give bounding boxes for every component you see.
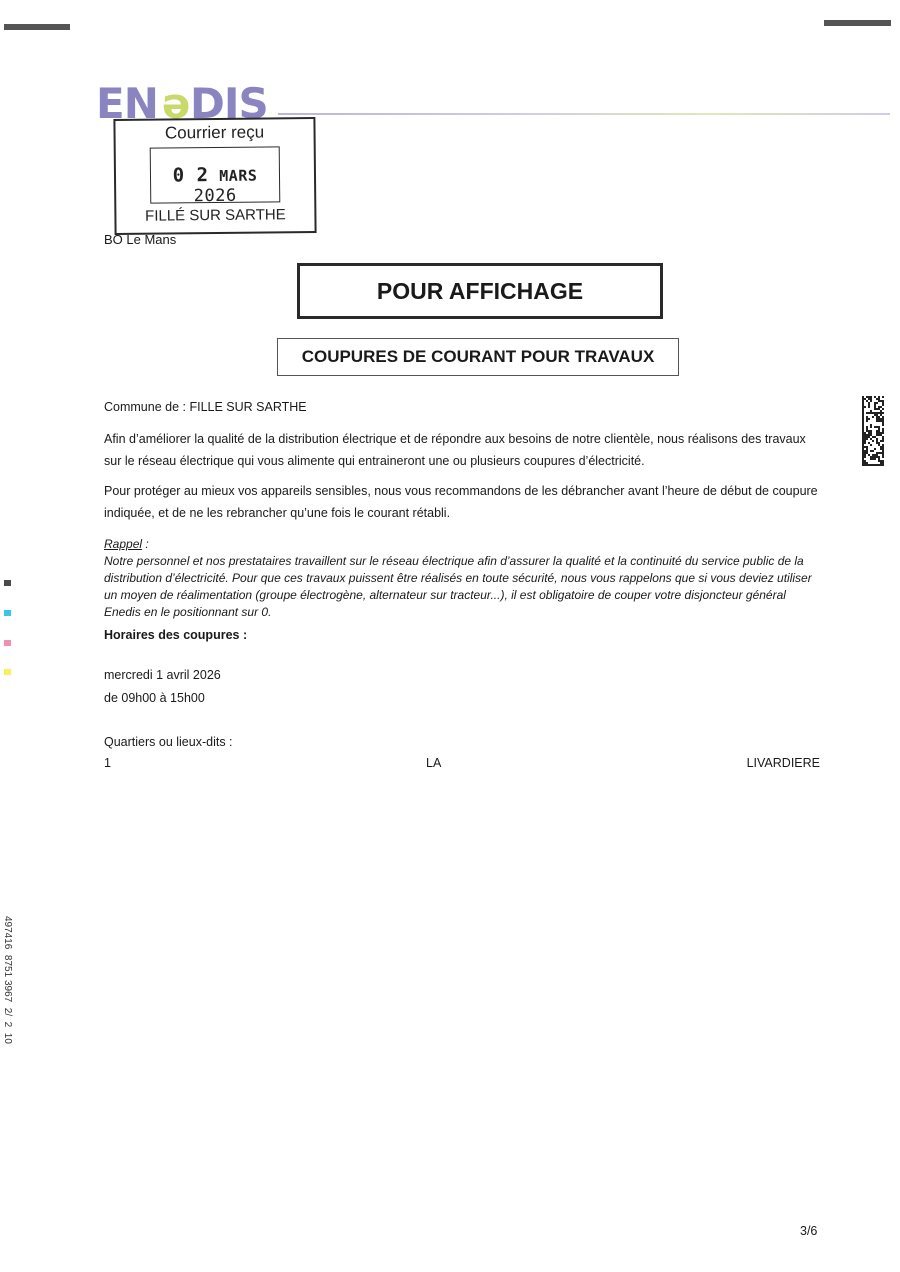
place-number: 1: [104, 756, 111, 770]
color-mark-magenta: [4, 640, 11, 646]
page-number: 3/6: [800, 1224, 818, 1238]
registration-mark-right: [824, 20, 891, 26]
place-row: [104, 756, 820, 774]
svg-text:EN: EN: [96, 80, 158, 124]
sender-office: BO Le Mans: [104, 232, 177, 247]
intro-paragraph: Afin d’améliorer la qualité de la distribution électrique et de répondre aux besoins de notre clientèle, nous réalisons des travaux sur le réseau électrique qui vous alimente qui entraineront une ou plusieurs coupures d’électricité.: [104, 432, 806, 468]
stamp-date-box: [150, 146, 281, 207]
places-title: Quartiers ou lieux-dits :: [104, 735, 233, 749]
color-mark-dark: [4, 580, 11, 586]
place-type: LA: [426, 756, 442, 770]
outage-time: de 09h00 à 15h00: [104, 691, 205, 705]
stamp-place: FILLÉ SUR SARTHE: [145, 206, 286, 225]
reminder-title-colon: :: [142, 537, 149, 551]
svg-text:ə: ə: [162, 80, 191, 124]
stamp-date-year: 2026: [193, 185, 237, 207]
place-name: LIVARDIERE: [746, 756, 820, 770]
stamp-date-month: MARS: [219, 166, 258, 185]
outage-date: mercredi 1 avril 2026: [104, 668, 221, 682]
color-mark-yellow: [4, 669, 11, 675]
reminder-block: [104, 536, 824, 621]
advice-paragraph: Pour protéger au mieux vos appareils sensibles, nous vous recommandons de les débrancher avant l’heure de début de coupure indiquée, et de ne les rebrancher qu’une fois le courant rétabli.: [104, 484, 818, 520]
reminder-text: Notre personnel et nos prestataires travaillent sur le réseau électrique afin d’assurer la qualité et la continuité du service public de la distribution d’électricité. Pour que ces travaux puissent être réalisés en toute sécurité, nous vous rappelons que si vous deviez utiliser un moyen de réalimentation (groupe électrogène, alternateur sur tracteur...), il est obligatoire de couper votre disjoncteur général Enedis en le positionnant sur 0.: [104, 554, 812, 619]
datamatrix-code: [862, 396, 884, 466]
stamp-title: Courrier reçu: [164, 122, 265, 143]
received-stamp: [113, 117, 316, 235]
svg-text:DIS: DIS: [190, 80, 268, 124]
page-title: POUR AFFICHAGE: [297, 263, 663, 319]
logo-rule: [278, 113, 890, 115]
side-tracking-code-text: 497416 8751 3967 2/ 2 10: [2, 916, 13, 1044]
page-subtitle: COUPURES DE COURANT POUR TRAVAUX: [277, 338, 679, 376]
side-tracking-code: [0, 916, 24, 1066]
schedule-title: Horaires des coupures :: [104, 628, 248, 642]
registration-mark-left: [4, 24, 70, 30]
reminder-title: Rappel: [104, 537, 143, 551]
stamp-date: [151, 163, 279, 206]
commune-line: Commune de : FILLE SUR SARTHE: [104, 400, 307, 414]
color-mark-cyan: [4, 610, 11, 616]
stamp-date-day: 0 2: [172, 164, 209, 187]
